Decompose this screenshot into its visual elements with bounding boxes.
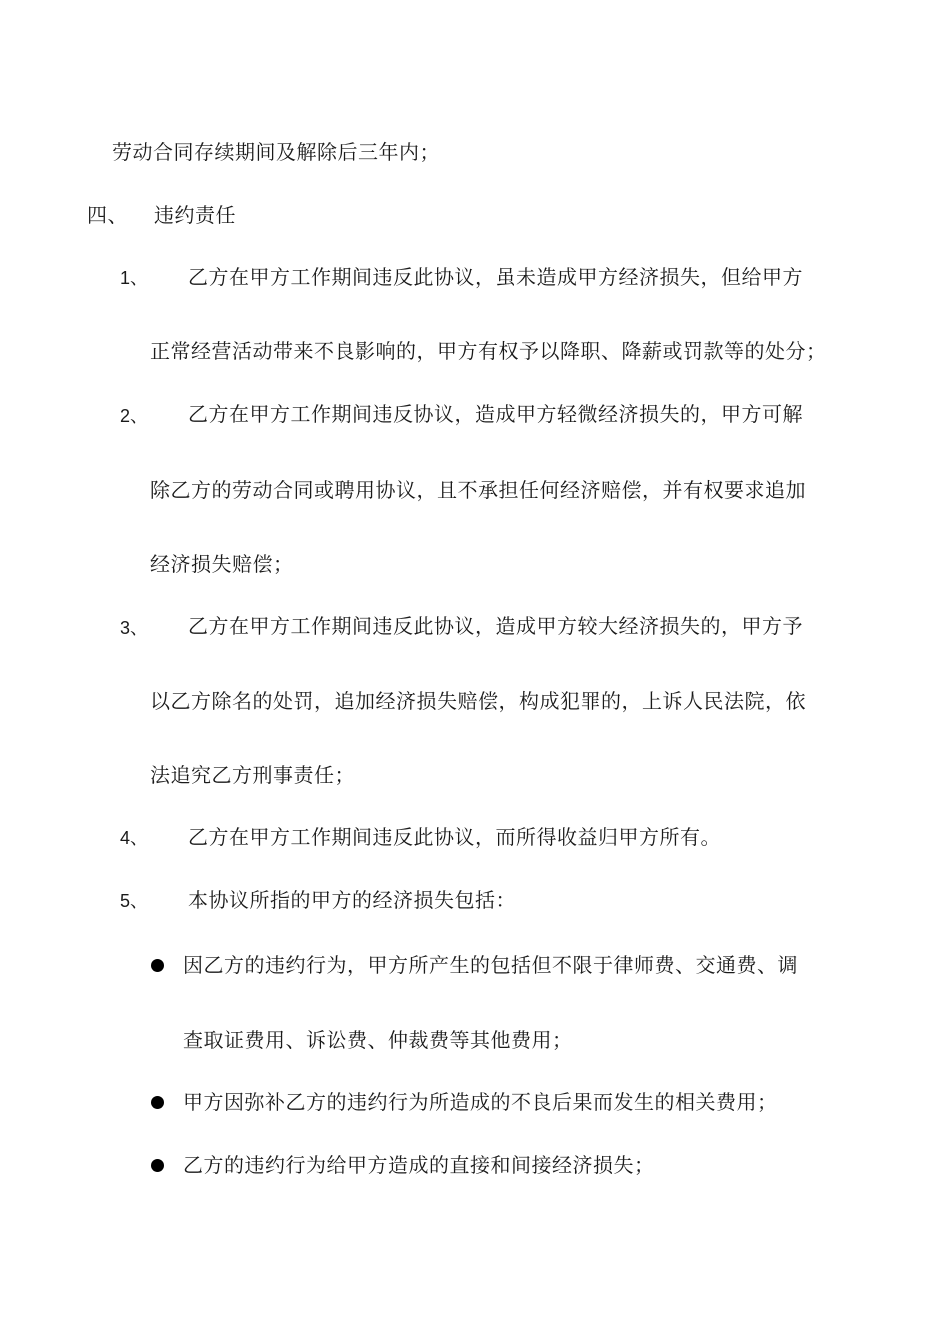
item-line: 乙方在甲方工作期间违反此协议，虽未造成甲方经济损失，但给甲方 — [188, 265, 803, 289]
bullet-dot-icon — [151, 1159, 164, 1172]
section-marker: 四、 — [87, 203, 128, 227]
section-title: 违约责任 — [154, 203, 236, 227]
item-line: 乙方在甲方工作期间违反此协议，而所得收益归甲方所有。 — [188, 825, 721, 849]
item-number: 5、 — [120, 891, 149, 911]
bullet-line: 乙方的违约行为给甲方造成的直接和间接经济损失； — [183, 1153, 655, 1177]
bullet-dot-icon — [151, 1096, 164, 1109]
bullet-line: 查取证费用、诉讼费、仲裁费等其他费用； — [183, 1028, 573, 1052]
paragraph-line: 劳动合同存续期间及解除后三年内； — [112, 140, 440, 164]
item-line: 以乙方除名的处罚，追加经济损失赔偿，构成犯罪的，上诉人民法院，依 — [150, 689, 806, 713]
item-line: 除乙方的劳动合同或聘用协议，且不承担任何经济赔偿，并有权要求追加 — [150, 478, 806, 502]
bullet-line: 因乙方的违约行为，甲方所产生的包括但不限于律师费、交通费、调 — [183, 953, 798, 977]
item-line: 乙方在甲方工作期间违反此协议，造成甲方较大经济损失的，甲方予 — [188, 614, 803, 638]
bullet-dot-icon — [151, 959, 164, 972]
item-line: 经济损失赔偿； — [150, 552, 294, 576]
item-number: 1、 — [120, 268, 149, 288]
bullet-line: 甲方因弥补乙方的违约行为所造成的不良后果而发生的相关费用； — [183, 1090, 778, 1114]
item-number: 4、 — [120, 828, 149, 848]
item-number: 3、 — [120, 618, 149, 638]
item-line: 正常经营活动带来不良影响的，甲方有权予以降职、降薪或罚款等的处分； — [150, 339, 827, 363]
item-number: 2、 — [120, 406, 149, 426]
item-line: 乙方在甲方工作期间违反协议，造成甲方轻微经济损失的，甲方可解 — [188, 402, 803, 426]
item-line: 本协议所指的甲方的经济损失包括： — [188, 888, 516, 912]
item-line: 法追究乙方刑事责任； — [150, 763, 355, 787]
